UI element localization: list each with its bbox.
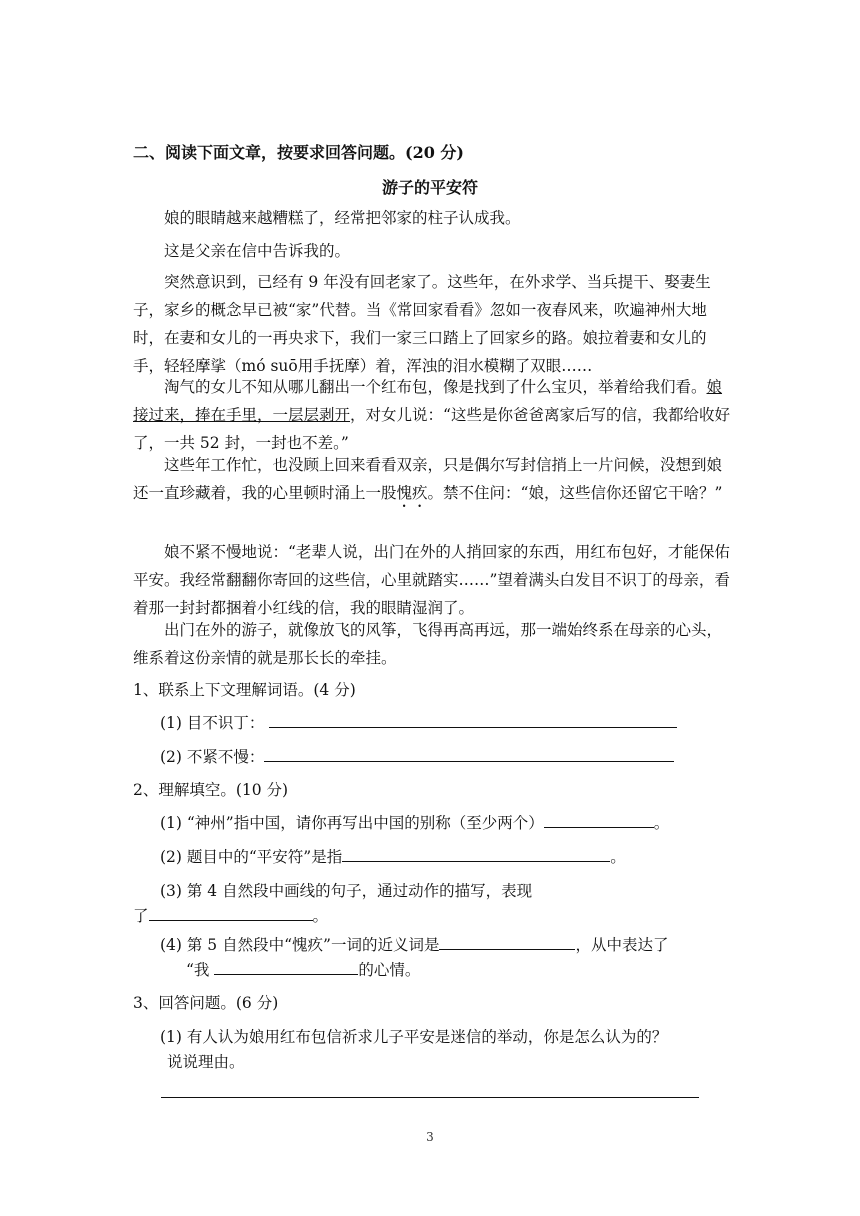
paragraph-2: 这是父亲在信中告诉我的。 bbox=[164, 242, 351, 260]
question-1-1-label: (1) 目不识丁： bbox=[160, 714, 265, 732]
question-2-1-end: 。 bbox=[653, 814, 670, 832]
question-1-2 bbox=[160, 745, 674, 767]
answer-blank[interactable] bbox=[439, 933, 575, 950]
paragraph-5-text-a: 这些年工作忙，也没顾上回来看看双亲，只是偶尔写封信捎上一片问候，没想到娘还一直珍藏着，我的心里顿时涌上一股 bbox=[133, 456, 723, 502]
answer-line[interactable] bbox=[161, 1097, 699, 1098]
paragraph-5-text-b: 。禁不住问：“娘，这些信你还留它干啥？” bbox=[427, 484, 723, 502]
question-1-1 bbox=[160, 711, 677, 733]
question-1-2-label: (2) 不紧不慢： bbox=[160, 748, 265, 766]
answer-blank[interactable] bbox=[544, 811, 654, 828]
question-2-4-label: (4) 第 5 自然段中“愧疚”一词的近义词是 bbox=[160, 936, 440, 954]
question-2-1-label: (1) “神州”指中国，请你再写出中国的别称（至少两个） bbox=[160, 814, 544, 832]
answer-blank[interactable] bbox=[264, 745, 674, 762]
question-2-3-cont-label: 了 bbox=[133, 907, 149, 925]
question-2-3-end: 。 bbox=[312, 907, 329, 925]
page-number: 3 bbox=[426, 1130, 434, 1144]
answer-blank[interactable] bbox=[214, 958, 358, 975]
article-title: 游子的平安符 bbox=[381, 178, 478, 197]
question-2-3: (3) 第 4 自然段中画线的句子，通过动作的描写，表现 bbox=[160, 882, 533, 900]
question-2-4-cont bbox=[186, 958, 420, 980]
paragraph-7: 出门在外的游子，就像放飞的风筝，飞得再高再远，那一端始终系在母亲的心头，维系着这份亲情的就是那长长的牵挂。 bbox=[133, 621, 723, 667]
paragraph-4-text-b: ，对女儿说：“这些是你爸爸离家后写的信，我都给收好了，一共 52 封，一封也不差。” bbox=[133, 406, 730, 452]
question-2-2 bbox=[160, 845, 626, 867]
underlined-sentence: 娘接过来，捧在手里，一层层剥开 bbox=[133, 378, 723, 424]
section-heading: 二、阅读下面文章，按要求回答问题。(20 分) bbox=[133, 143, 464, 162]
paragraph-5 bbox=[133, 451, 731, 511]
question-3-heading: 3、回答问题。(6 分) bbox=[133, 994, 279, 1012]
answer-blank[interactable] bbox=[149, 904, 313, 921]
paragraph-4-text-a: 淘气的女儿不知从哪儿翻出一个红布包，像是找到了什么宝贝，举着给我们看。 bbox=[164, 378, 707, 396]
question-2-4-mid: ，从中表达了 bbox=[575, 936, 669, 954]
answer-blank[interactable] bbox=[342, 845, 610, 862]
dotted-word: 愧疚 bbox=[396, 484, 428, 502]
question-2-4-end: 的心情。 bbox=[358, 961, 421, 979]
paragraph-1: 娘的眼睛越来越糟糕了，经常把邻家的柱子认成我。 bbox=[164, 209, 521, 227]
question-2-1 bbox=[160, 811, 669, 833]
question-2-heading: 2、理解填空。(10 分) bbox=[133, 781, 289, 799]
paragraph-3: 突然意识到，已经有 9 年没有回老家了。这些年，在外求学、当兵提干、娶妻生子，家乡的概念早已被“家”代替。当《常回家看看》忽如一夜春风来，吹遍神州大地时，在妻和女儿的一再央求下，我们一家三口踏上了回家乡的路。娘拉着妻和女儿的手，轻轻摩挲（mó suō用手抚摩）着，浑浊的泪水模糊了双眼…… bbox=[133, 273, 711, 375]
question-2-3-cont bbox=[133, 904, 328, 926]
question-2-4 bbox=[160, 933, 668, 955]
question-1-heading: 1、联系上下文理解词语。(4 分) bbox=[133, 681, 356, 699]
paragraph-6: 娘不紧不慢地说：“老辈人说，出门在外的人捎回家的东西，用红布包好，才能保佑平安。我经常翻翻你寄回的这些信，心里就踏实……”望着满头白发目不识丁的母亲，看着那一封封都捆着小红线的信，我的眼睛湿润了。 bbox=[133, 543, 730, 617]
question-3-1-cont: 说说理由。 bbox=[167, 1053, 245, 1071]
question-2-4-cont-label: “我 bbox=[186, 961, 210, 979]
paragraph-4 bbox=[133, 373, 731, 457]
question-2-2-label: (2) 题目中的“平安符”是指 bbox=[160, 848, 343, 866]
answer-blank[interactable] bbox=[269, 711, 677, 728]
question-3-1: (1) 有人认为娘用红布包信祈求儿子平安是迷信的举动，你是怎么认为的？ bbox=[160, 1028, 668, 1046]
question-2-2-end: 。 bbox=[610, 848, 626, 866]
